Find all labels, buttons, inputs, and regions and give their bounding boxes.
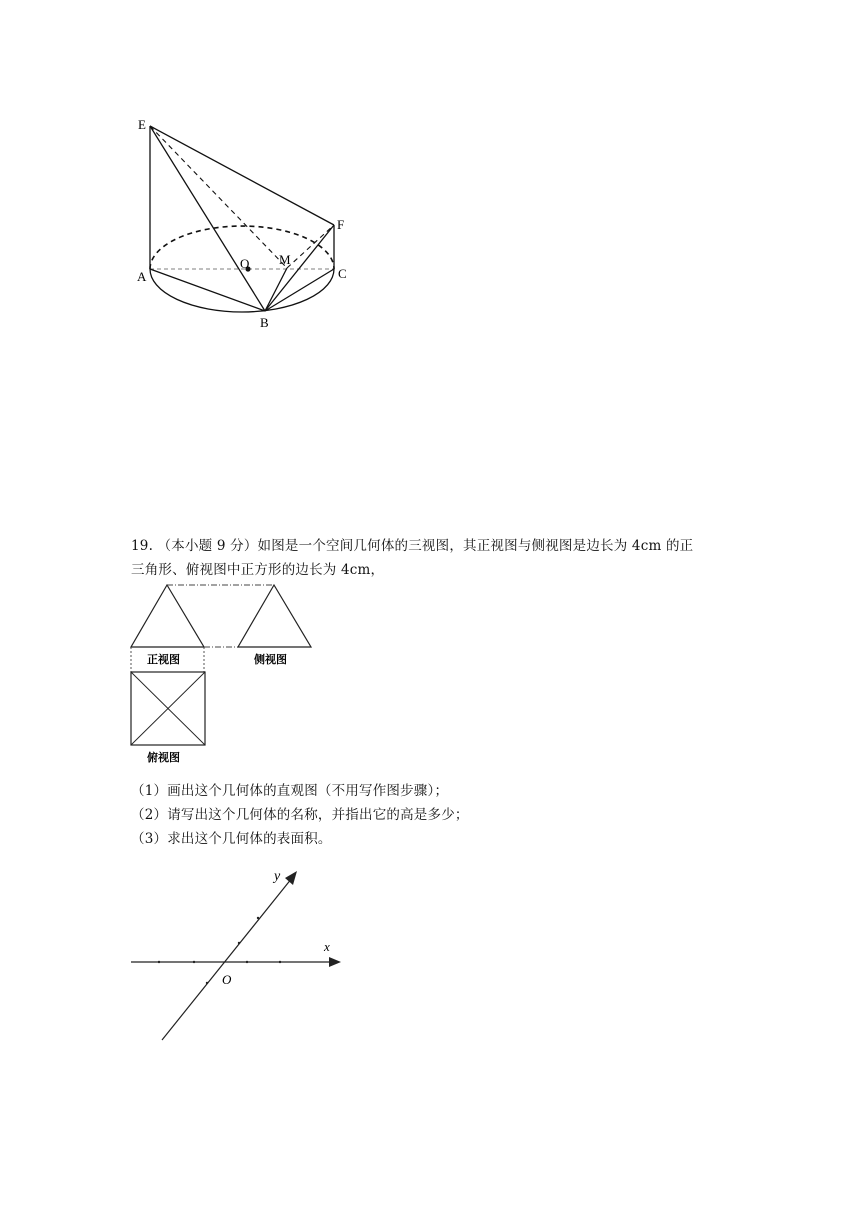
y-tick (257, 917, 259, 919)
y-tick (238, 942, 240, 944)
front-view-triangle (131, 585, 204, 647)
problem-19-questions (131, 779, 771, 851)
edge-eb (150, 126, 265, 311)
edge-em-dashed (150, 126, 287, 268)
problem-19-line-2: 三角形、俯视图中正方形的边长为 4cm， (131, 562, 385, 578)
x-tick (158, 961, 160, 963)
cylinder-figure (0, 0, 860, 345)
edge-fb (265, 225, 334, 311)
front-view-label: 正视图 (147, 653, 180, 666)
edge-mf-dashed (287, 225, 334, 268)
y-axis-arrow-icon (285, 871, 297, 885)
label-o: O (240, 256, 250, 271)
origin-label: O (222, 972, 232, 987)
edge-ab (150, 269, 265, 311)
y-axis-label: y (274, 869, 281, 884)
x-tick (246, 961, 248, 963)
label-c: C (338, 266, 347, 281)
x-axis-arrow-icon (329, 957, 341, 967)
oblique-axes-figure (0, 860, 860, 1050)
label-b: B (260, 315, 269, 330)
y-tick (206, 982, 208, 984)
x-tick (193, 961, 195, 963)
side-view-label: 侧视图 (254, 653, 287, 666)
x-tick (279, 961, 281, 963)
question-3: （3）求出这个几何体的表面积。 (131, 831, 332, 847)
side-view-triangle (238, 585, 311, 647)
label-f: F (337, 217, 345, 232)
problem-19-statement (131, 534, 771, 582)
label-a: A (137, 269, 147, 284)
top-view-label: 俯视图 (147, 751, 180, 764)
label-m: M (279, 252, 291, 267)
question-2: （2）请写出这个几何体的名称，并指出它的高是多少； (131, 807, 469, 823)
y-axis-line (162, 878, 292, 1040)
ellipse-front-arc (150, 269, 334, 312)
problem-19-line-1: 19. （本小题 9 分）如图是一个空间几何体的三视图，其正视图与侧视图是边长为 4cm 的正 (131, 538, 694, 554)
x-axis-label: x (324, 939, 330, 954)
edge-ef (150, 126, 334, 225)
label-e: E (138, 117, 146, 132)
three-views-figure (0, 580, 860, 770)
question-1: （1）画出这个几何体的直观图（不用写作图步骤）； (131, 783, 449, 799)
